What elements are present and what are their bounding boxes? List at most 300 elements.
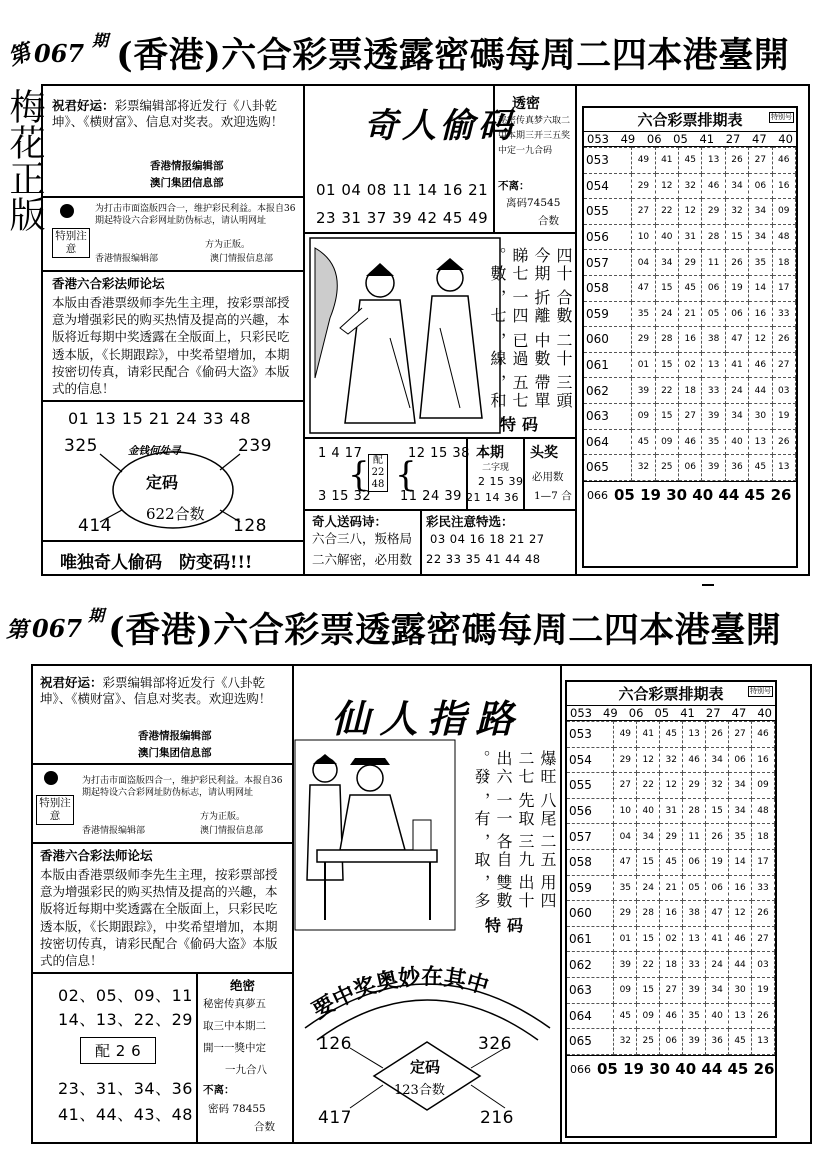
period-cell: 056	[567, 798, 614, 824]
toujiang-heading: 头奖	[530, 445, 558, 461]
number-cell: 09	[655, 429, 678, 455]
schedule-header-cell: 05	[673, 132, 688, 146]
number-cell: 39	[632, 378, 655, 404]
footer-slogan: 唯独奇人偷码 防变码!!!	[60, 553, 253, 573]
divider	[560, 666, 562, 1142]
schedule-header-cell: 27	[705, 706, 721, 720]
notice-text: 为打击市面盗版四合一，维护彩民利益。本报自36期起特设六合彩网址防伪标志，请认明网址	[95, 204, 296, 226]
notice-box	[52, 203, 92, 263]
special-code-2: 特码	[485, 916, 530, 935]
schedule-header-cell: 49	[620, 132, 636, 146]
number-cell: 26	[725, 148, 748, 174]
number-cell: 18	[752, 824, 775, 850]
page-title: (香港)六合彩票透露密碼每周二四本港臺開	[116, 35, 790, 76]
diamond-center-label: 定码	[410, 1058, 441, 1076]
table-row	[567, 926, 775, 952]
table-row	[567, 875, 775, 901]
side-label: 梅花正版	[4, 88, 45, 232]
secret-code-2: 密码 78455	[208, 1103, 266, 1115]
diamond-br: 216	[480, 1108, 514, 1128]
number-cell: 29	[660, 824, 683, 850]
divider	[420, 509, 422, 575]
number-cell: 15	[637, 926, 660, 952]
dash-mark	[702, 584, 714, 586]
secret-heading: 透密	[512, 96, 540, 112]
poem-col-3: 合數折離一四七，	[488, 289, 573, 325]
issue-number-2: 067	[32, 613, 83, 643]
number-cell: 44	[729, 952, 752, 978]
period-cell: 055	[567, 773, 614, 799]
number-cell: 19	[725, 275, 748, 301]
schedule-header-cell: 06	[628, 706, 644, 720]
number-cell: 04	[614, 824, 637, 850]
table-row	[584, 250, 796, 276]
number-cell: 12	[679, 199, 702, 225]
number-cell: 26	[752, 901, 775, 927]
notice-sign-1: 香港情报编辑部	[95, 254, 159, 264]
nums-line-2: 14、13、22、29	[58, 1010, 193, 1029]
divider	[575, 86, 577, 574]
number-cell: 16	[660, 901, 683, 927]
number-cell: 38	[702, 327, 725, 353]
arrow-line	[220, 454, 240, 470]
number-cell: 05	[683, 875, 706, 901]
bomb-icon	[44, 771, 58, 785]
schedule-header-cell: 40	[757, 706, 772, 720]
number-cell: 13	[683, 926, 706, 952]
number-cell: 36	[725, 455, 748, 481]
number-cell: 29	[614, 901, 637, 927]
number-cell: 47	[725, 327, 748, 353]
number-cell: 09	[614, 977, 637, 1003]
poem-col-7: 八尾先取一一有，	[472, 791, 557, 828]
schedule-last-row-2	[567, 1055, 775, 1083]
divider	[43, 270, 303, 272]
divider	[292, 666, 294, 1142]
poem2-line-1: 六合三八，叛格局	[312, 531, 413, 546]
number-cell: 11	[683, 824, 706, 850]
number-cell: 05	[702, 301, 725, 327]
number-cell: 46	[702, 173, 725, 199]
table-row	[567, 1029, 775, 1055]
number-cell: 18	[772, 250, 795, 276]
greeting-block-2	[40, 675, 286, 707]
number-cell: 29	[632, 327, 655, 353]
number-cell: 33	[702, 378, 725, 404]
period-cell: 061	[567, 926, 614, 952]
table-row	[584, 455, 796, 481]
number-cell: 27	[679, 403, 702, 429]
number-cell: 12	[637, 747, 660, 773]
issue-prefix: 第	[4, 38, 35, 71]
number-cell: 27	[660, 977, 683, 1003]
table-row	[567, 849, 775, 875]
secret-bulai-2: 不离：	[203, 1084, 235, 1096]
poem-col-5: 用四出十雙數多，	[472, 874, 557, 910]
number-cell: 31	[679, 224, 702, 250]
poem-columns	[488, 240, 574, 410]
number-cell: 48	[772, 224, 795, 250]
nums-line-3: 23、31、34、36	[58, 1079, 193, 1098]
number-cell: 32	[614, 1029, 637, 1055]
toujiang-v1: 必用数	[532, 471, 564, 483]
diamond-tr: 326	[478, 1034, 512, 1054]
number-cell: 45	[632, 429, 655, 455]
greeting-sign-4: 澳门集团信息部	[138, 747, 212, 759]
number-cell: 15	[655, 352, 678, 378]
secret-line-4: 一九合八	[225, 1064, 267, 1076]
number-cell: 45	[660, 849, 683, 875]
period-cell: 057	[584, 250, 632, 276]
number-cell: 21	[660, 875, 683, 901]
schedule-header-cell: 47	[752, 132, 767, 146]
table-row	[567, 773, 775, 799]
number-cell: 09	[752, 773, 775, 799]
number-cell: 46	[772, 148, 795, 174]
number-cell: 34	[706, 747, 729, 773]
number-cell: 15	[706, 798, 729, 824]
period-cell: 054	[567, 747, 614, 773]
divider	[303, 86, 305, 574]
greeting-text: 彩票编辑部将近发行《八卦乾坤》、《横财富》、信息对奖表。欢迎选购！	[52, 98, 284, 129]
number-cell: 45	[614, 1003, 637, 1029]
schedule-header	[584, 132, 796, 147]
number-cell: 39	[702, 455, 725, 481]
poem2-heading: 奇人送码诗：	[312, 514, 388, 529]
table-row	[567, 952, 775, 978]
greeting-sign-2: 澳门集团信息部	[150, 177, 224, 189]
schedule-header-cell: 053	[570, 706, 592, 720]
number-cell: 35	[749, 250, 772, 276]
number-cell: 18	[660, 952, 683, 978]
number-cell: 44	[749, 378, 772, 404]
secret-heshu: 合数	[538, 215, 559, 227]
number-cell: 02	[660, 926, 683, 952]
number-cell: 09	[637, 1003, 660, 1029]
poem-col-4: 四十今期睇七數。	[488, 246, 573, 283]
number-cell: 24	[706, 952, 729, 978]
number-cell: 28	[637, 901, 660, 927]
number-cell: 46	[683, 747, 706, 773]
number-cell: 34	[749, 224, 772, 250]
issue-suffix: 期	[92, 30, 109, 50]
greeting-heading-2: 祝君好运：	[40, 675, 103, 690]
number-cell: 46	[679, 429, 702, 455]
number-cell: 19	[752, 977, 775, 1003]
secret-heshu-2: 合数	[254, 1121, 275, 1133]
nums-line-1: 02、05、09、11	[58, 986, 193, 1005]
table-row	[567, 977, 775, 1003]
period-cell: 063	[567, 977, 614, 1003]
table-row	[584, 403, 796, 429]
number-cell: 32	[660, 747, 683, 773]
period-cell: 057	[567, 824, 614, 850]
number-cell: 25	[655, 455, 678, 481]
schedule-last-period-2: 066	[570, 1062, 591, 1076]
number-cell: 45	[679, 148, 702, 174]
number-cell: 06	[683, 849, 706, 875]
table-row	[584, 148, 796, 174]
number-cell: 45	[729, 1029, 752, 1055]
period-cell: 060	[567, 901, 614, 927]
schedule-header-cell: 05	[654, 706, 670, 720]
pei-val-1: 22	[371, 467, 385, 478]
number-cell: 03	[752, 952, 775, 978]
diamond-center-value: 123合数	[394, 1083, 445, 1098]
number-cell: 22	[655, 199, 678, 225]
number-cell: 13	[729, 1003, 752, 1029]
forum-text: 本版由香港票级师李先生主理，按彩票部授意为增强彩民的购买热情及提高的兴趣，本版将近每期中奖透露在全版面上，只彩民吃透本版，《长期跟踪》，中奖希望增加，本期按密切传真，请彩民配合《偷码大盗》本版式的信息！	[52, 295, 290, 397]
poem-col-1: 三頭帶單五七和，	[488, 374, 573, 410]
number-cell: 16	[752, 747, 775, 773]
number-cell: 10	[632, 224, 655, 250]
table-row	[584, 327, 796, 353]
number-cell: 46	[752, 722, 775, 748]
number-cell: 04	[632, 250, 655, 276]
diamond-bl: 417	[318, 1108, 352, 1128]
period-cell: 064	[584, 429, 632, 455]
number-cell: 28	[702, 224, 725, 250]
schedule-last-period: 066	[587, 488, 608, 502]
number-cell: 40	[637, 798, 660, 824]
number-cell: 47	[706, 901, 729, 927]
number-cell: 06	[725, 301, 748, 327]
number-cell: 27	[729, 722, 752, 748]
secret-line-2: 取三中本期二	[203, 1020, 266, 1032]
pei-left-bot: 3 15 32	[318, 489, 372, 504]
table-row	[584, 224, 796, 250]
number-cell: 24	[725, 378, 748, 404]
table-row	[584, 275, 796, 301]
number-cell: 12	[729, 901, 752, 927]
table-row	[567, 901, 775, 927]
number-cell: 29	[683, 773, 706, 799]
number-cell: 17	[772, 275, 795, 301]
number-cell: 33	[772, 301, 795, 327]
divider	[43, 196, 303, 198]
money-center-value: 622合数	[146, 505, 205, 523]
number-cell: 32	[706, 773, 729, 799]
special-code: 特码	[500, 415, 545, 434]
number-cell: 16	[729, 875, 752, 901]
secret-text: 秘密传真梦六取二中本期三开三五奖中定一九合码	[498, 116, 571, 156]
number-cell: 41	[725, 352, 748, 378]
arrow-line	[100, 454, 122, 472]
forum-heading-2: 香港六合彩法师论坛	[40, 848, 153, 863]
pei-right-bot: 11 24 39	[400, 489, 462, 504]
number-cell: 24	[655, 301, 678, 327]
number-cell: 22	[637, 952, 660, 978]
schedule-header-cell: 47	[731, 706, 747, 720]
number-cell: 22	[637, 773, 660, 799]
table-row	[567, 722, 775, 748]
number-cell: 02	[679, 352, 702, 378]
number-cell: 39	[683, 1029, 706, 1055]
benqi-sub: 二字现	[482, 463, 510, 473]
number-cell: 41	[655, 148, 678, 174]
number-cell: 34	[725, 403, 748, 429]
number-cell: 48	[752, 798, 775, 824]
number-cell: 14	[729, 849, 752, 875]
number-cell: 40	[706, 1003, 729, 1029]
schedule-header-cell: 40	[778, 132, 793, 146]
number-cell: 39	[683, 977, 706, 1003]
notice-box-2	[36, 770, 76, 830]
poem-col-6: 二五三九各自取，	[472, 832, 557, 869]
schedule-rows-2	[567, 721, 775, 1055]
schedule-header-cell: 49	[603, 706, 618, 720]
period-cell: 060	[584, 327, 632, 353]
money-center-label: 定码	[146, 473, 179, 492]
schedule-header-cell: 06	[646, 132, 662, 146]
number-cell: 33	[683, 952, 706, 978]
benqi-heading: 本期	[476, 445, 504, 461]
period-cell: 062	[584, 378, 632, 404]
divider	[305, 232, 575, 234]
table-row	[567, 747, 775, 773]
number-cell: 41	[637, 722, 660, 748]
schedule-title: 六合彩票排期表	[637, 111, 743, 129]
money-tl: 325	[64, 436, 98, 456]
number-cell: 45	[679, 275, 702, 301]
poem2-line-2: 二六解密，必用数	[312, 552, 413, 567]
benqi-v2: 21 14 36	[466, 491, 519, 504]
arrow-line	[350, 1085, 383, 1108]
pei-box	[368, 454, 388, 492]
caimin-line-2: 22 33 35 41 44 48	[426, 552, 541, 566]
number-cell: 26	[772, 327, 795, 353]
divider	[33, 763, 292, 765]
number-cell: 33	[752, 875, 775, 901]
number-cell: 19	[706, 849, 729, 875]
notice-sign-2: 澳门情报信息部	[210, 254, 274, 264]
number-cell: 25	[637, 1029, 660, 1055]
number-cell: 16	[679, 327, 702, 353]
number-cell: 34	[637, 824, 660, 850]
number-cell: 27	[772, 352, 795, 378]
period-cell: 065	[567, 1029, 614, 1055]
number-cell: 28	[683, 798, 706, 824]
schedule-table	[582, 106, 798, 568]
schedule-header-cell: 41	[699, 132, 715, 146]
middle-nums-1: 01 04 08 11 14 16 21	[316, 181, 489, 199]
number-cell: 45	[660, 722, 683, 748]
greeting-sign-1: 香港情报编辑部	[150, 160, 224, 172]
greeting-text-2: 彩票编辑部将近发行《八卦乾坤》、《横财富》、信息对奖表。欢迎选购！	[40, 675, 272, 706]
period-cell: 062	[567, 952, 614, 978]
number-cell: 34	[729, 773, 752, 799]
period-cell: 058	[584, 275, 632, 301]
number-cell: 26	[725, 250, 748, 276]
forum-text-2: 本版由香港票级师李先生主理，按彩票部授意为增强彩民的购买热情及提高的兴趣，本版将近每期中奖透露在全版面上，只彩民吃透本版，《长期跟踪》，中奖希望增加，本期按密切传真，请彩民配合《偷码大盗》本版式的信息！	[40, 867, 278, 969]
arrow-line	[471, 1085, 505, 1108]
schedule-title-2: 六合彩票排期表	[618, 685, 724, 703]
table-row	[584, 173, 796, 199]
secret-code: 离码74545	[506, 197, 561, 209]
issue-number: 067	[34, 38, 85, 68]
period-cell: 059	[584, 301, 632, 327]
divider	[305, 509, 575, 511]
number-cell: 06	[729, 747, 752, 773]
divider	[33, 972, 292, 974]
poem-columns-2	[458, 745, 558, 910]
brace-right: {	[395, 455, 417, 495]
schedule-header-2	[567, 706, 775, 721]
number-cell: 47	[614, 849, 637, 875]
notice-official: 方为正版。	[205, 240, 251, 250]
pei-right-top: 12 15 38	[408, 446, 470, 461]
greeting-sign-3: 香港情报编辑部	[138, 730, 212, 742]
period-cell: 058	[567, 849, 614, 875]
number-cell: 46	[660, 1003, 683, 1029]
schedule-header-cell: 27	[725, 132, 741, 146]
table-row	[567, 1003, 775, 1029]
period-cell: 056	[584, 224, 632, 250]
money-br: 128	[233, 516, 267, 536]
issue-suffix-2: 期	[88, 605, 105, 625]
notice-official-2: 方为正版。	[200, 812, 246, 822]
pei-box-2: 配 2 6	[80, 1037, 156, 1064]
period-cell: 054	[584, 173, 632, 199]
benqi-v1: 2 15 39	[478, 475, 524, 488]
number-cell: 10	[614, 798, 637, 824]
number-cell: 27	[752, 926, 775, 952]
number-cell: 34	[655, 250, 678, 276]
nums-line-4: 41、44、43、48	[58, 1105, 193, 1124]
notice-sign-4: 澳门情报信息部	[200, 826, 264, 836]
number-cell: 13	[749, 429, 772, 455]
table-row	[584, 199, 796, 225]
poem-col-8: 爆旺二七出六發。	[472, 750, 557, 787]
schedule-tag-2: 特别号	[750, 687, 771, 695]
period-cell: 063	[584, 403, 632, 429]
schedule-last-nums-2: 05 19 30 40 44 45 26	[597, 1060, 775, 1079]
number-cell: 39	[614, 952, 637, 978]
notice-label-2: 特别注意	[36, 795, 74, 825]
number-cell: 41	[706, 926, 729, 952]
toujiang-v2: 1—7 合	[534, 490, 572, 502]
notice-sign-3: 香港情报编辑部	[82, 826, 146, 836]
number-cell: 12	[660, 773, 683, 799]
divider	[305, 437, 575, 439]
notice-label: 特别注意	[52, 228, 90, 258]
number-cell: 34	[706, 977, 729, 1003]
number-cell: 16	[749, 301, 772, 327]
number-cell: 24	[637, 875, 660, 901]
number-cell: 09	[772, 199, 795, 225]
number-cell: 34	[725, 173, 748, 199]
number-cell: 35	[683, 1003, 706, 1029]
number-cell: 13	[702, 148, 725, 174]
pei-label: 配	[373, 455, 383, 466]
secret-heading-2: 绝密	[230, 978, 256, 993]
divider	[493, 86, 495, 232]
caimin-line-1: 03 04 16 18 21 27	[430, 532, 545, 546]
secret-line-3: 開一一獎中定	[203, 1042, 266, 1054]
number-cell: 12	[655, 173, 678, 199]
number-cell: 03	[772, 378, 795, 404]
number-cell: 40	[655, 224, 678, 250]
pei-left-top: 1 4 17	[318, 446, 363, 461]
secret-line-1: 秘密传真夢五	[203, 998, 266, 1010]
period-cell: 053	[567, 722, 614, 748]
number-cell: 01	[632, 352, 655, 378]
number-cell: 46	[749, 352, 772, 378]
pei-val-2: 48	[371, 479, 385, 490]
number-cell: 27	[749, 148, 772, 174]
number-cell: 13	[683, 722, 706, 748]
number-cell: 26	[752, 1003, 775, 1029]
